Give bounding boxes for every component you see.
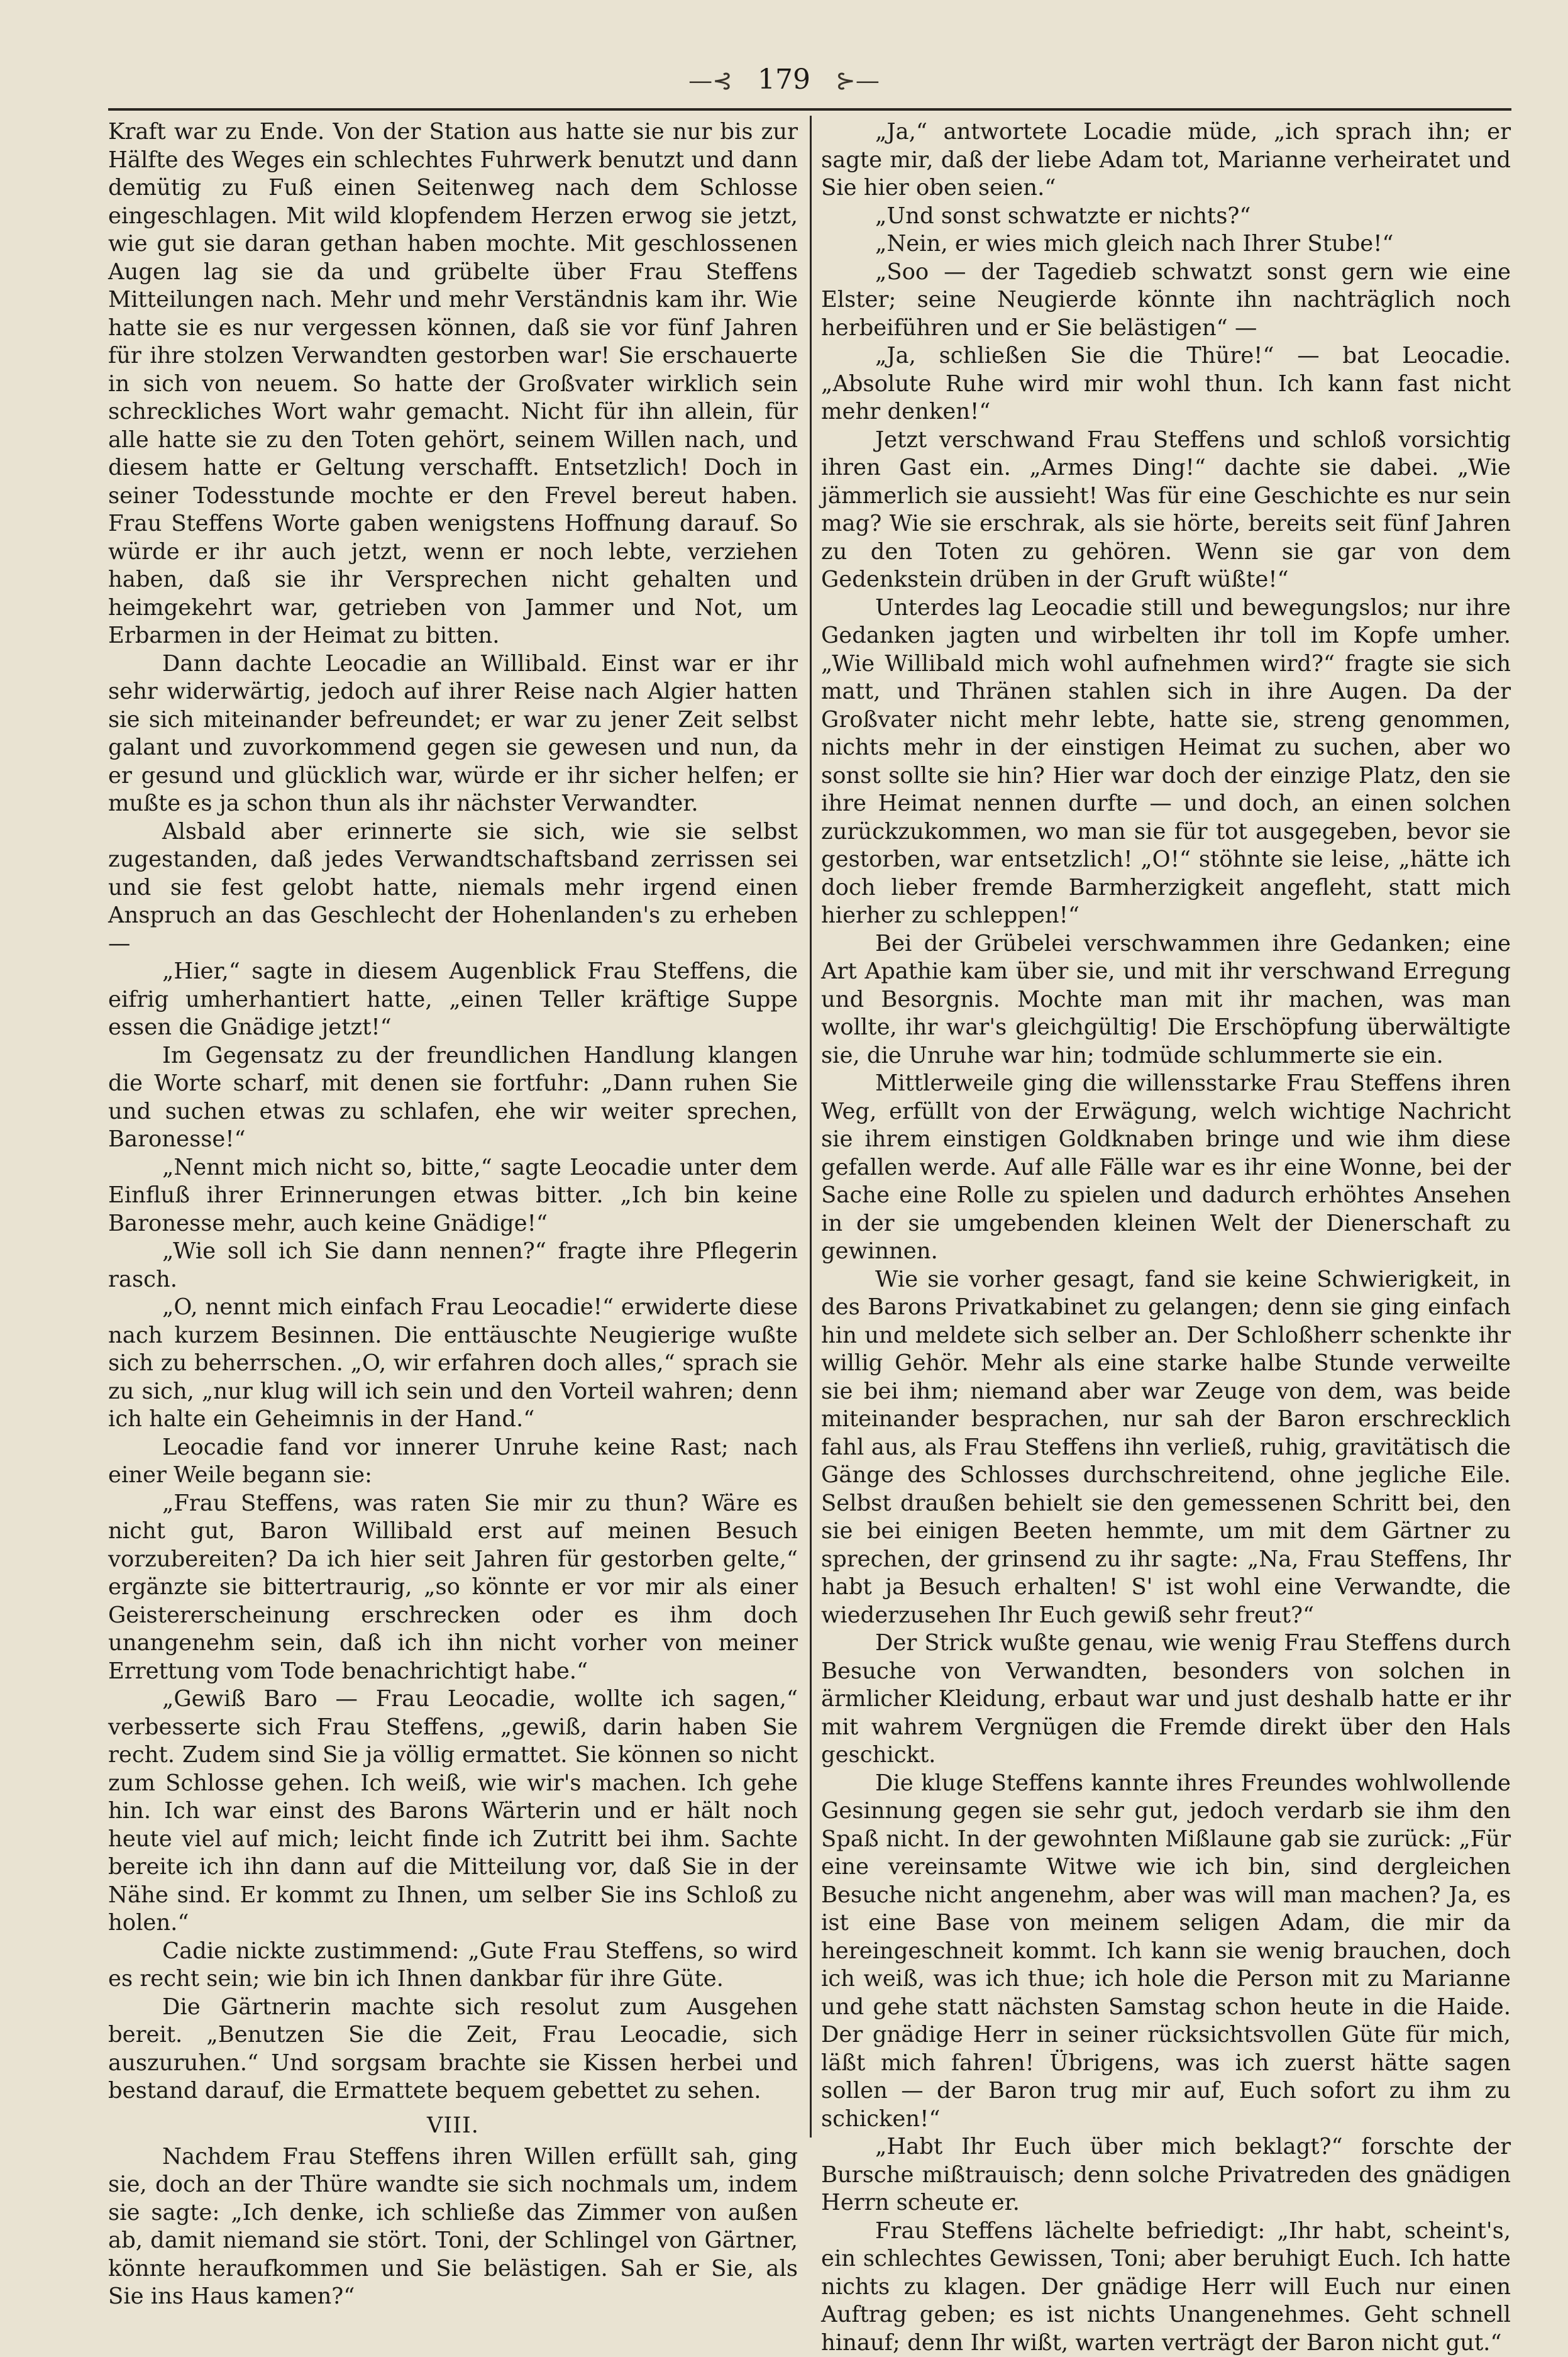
left-column — [108, 118, 798, 2311]
ornament-left: —⊰ — [688, 67, 732, 94]
right-column — [821, 118, 1511, 2357]
paragraph: „Hier,“ sagte in diesem Augenblick Frau Steffens, die eifrig umherhantiert hatte, „einen Teller kräftige Suppe essen die Gnädige jetzt!“ — [108, 958, 798, 1042]
paragraph: Cadie nickte zustimmend: „Gute Frau Steffens, so wird es recht sein; wie bin ich Ihnen dankbar für ihre Güte. — [108, 1938, 798, 1994]
page-number: 179 — [758, 64, 810, 96]
paragraph: Mittlerweile ging die willensstarke Frau Steffens ihren Weg, erfüllt von der Erwägung, welch wichtige Nachricht sie ihrem einstigen Goldknaben bringe und wie ihm diese gefallen werde. Auf alle Fälle war es ihr eine Wonne, bei der Sache eine Rolle zu spielen und dadurch erhöhtes Ansehen in der sie umgebenden kleinen Welt der Dienerschaft zu gewinnen. — [821, 1070, 1511, 1266]
paragraph: Der Strick wußte genau, wie wenig Frau Steffens durch Besuche von Verwandten, besonders von solchen in ärmlicher Kleidung, erbaut war und just deshalb hatte er ihr mit wahrem Vergnügen die Fremde direkt über den Hals geschickt. — [821, 1629, 1511, 1770]
paragraph: „Habt Ihr Euch über mich beklagt?“ forschte der Bursche mißtrauisch; denn solche Privatreden des gnädigen Herrn scheute er. — [821, 2133, 1511, 2217]
paragraph: „Frau Steffens, was raten Sie mir zu thun? Wäre es nicht gut, Baron Willibald erst auf meinen Besuch vorzubereiten? Da ich hier seit Jahren für gestorben gelte,“ ergänzte sie bittertraurig, „so könnte er vor mir als einer Geistererscheinung erschrecken oder es ihm doch unangenehm sein, daß ich ihn nicht vorher von meiner Errettung vom Tode benachrichtigt habe.“ — [108, 1490, 798, 1686]
paragraph: Wie sie vorher gesagt, fand sie keine Schwierigkeit, in des Barons Privatkabinet zu gelangen; denn sie ging einfach hin und meldete sich selber an. Der Schloßherr schenkte ihr willig Gehör. Mehr als eine starke halbe Stunde verweilte sie bei ihm; niemand aber war Zeuge von dem, was beide miteinander besprachen, nur sah der Baron erschrecklich fahl aus, als Frau Steffens ihn verließ, ruhig, gravitätisch die Gänge des Schlosses durchschreitend, ohne jegliche Eile. Selbst draußen behielt sie den gemessenen Schritt bei, den sie bei einigen Beeten hemmte, um mit dem Gärtner zu sprechen, der grinsend zu ihr sagte: „Na, Frau Steffens, Ihr habt ja Besuch erhalten! S' ist wohl eine Verwandte, die wiederzusehen Ihr Euch gewiß sehr freut?“ — [821, 1266, 1511, 1630]
paragraph: „Soo — der Tagedieb schwatzt sonst gern wie eine Elster; seine Neugierde könnte ihn nachträglich noch herbeiführen und er Sie belästigen“ — — [821, 258, 1511, 343]
paragraph: Im Gegensatz zu der freundlichen Handlung klangen die Worte scharf, mit denen sie fortfuhr: „Dann ruhen Sie und suchen etwas zu schlafen, ehe wir weiter sprechen, Baronesse!“ — [108, 1042, 798, 1154]
paragraph: Alsbald aber erinnerte sie sich, wie sie selbst zugestanden, daß jedes Verwandtschaftsband zerrissen sei und sie fest gelobt hatte, niemals mehr irgend einen Anspruch an das Geschlecht der Hohenlanden's zu erheben — — [108, 818, 798, 958]
page-header — [0, 58, 1568, 102]
section-heading: VIII. — [108, 2108, 798, 2143]
paragraph: Leocadie fand vor innerer Unruhe keine Rast; nach einer Weile begann sie: — [108, 1434, 798, 1490]
paragraph: Frau Steffens lächelte befriedigt: „Ihr habt, scheint's, ein schlechtes Gewissen, Toni; aber beruhigt Euch. Ich hatte nichts zu klagen. Der gnädige Herr will Euch nur einen Auftrag geben; es ist nichts Unangenehmes. Geht schnell hinauf; denn Ihr wißt, warten verträgt der Baron nicht gut.“ — [821, 2217, 1511, 2357]
paragraph: Bei der Grübelei verschwammen ihre Gedanken; eine Art Apathie kam über sie, und mit ihr verschwand Erregung und Besorgnis. Mochte man mit ihr machen, was man wollte, ihr war's gleichgültig! Die Erschöpfung überwältigte sie, die Unruhe war hin; todmüde schlummerte sie ein. — [821, 930, 1511, 1070]
paragraph: „Und sonst schwatzte er nichts?“ — [821, 202, 1511, 231]
header-rule — [108, 108, 1511, 111]
paragraph: „Gewiß Baro — Frau Leocadie, wollte ich sagen,“ verbesserte sich Frau Steffens, „gewiß, darin haben Sie recht. Zudem sind Sie ja völlig ermattet. Sie können so nicht zum Schlosse gehen. Ich weiß, wie wir's machen. Ich gehe hin. Ich war einst des Barons Wärterin und er hält noch heute viel auf mich; leicht finde ich Zutritt bei ihm. Sachte bereite ich ihn dann auf die Mitteilung vor, daß Sie in der Nähe sind. Er kommt zu Ihnen, um selber Sie ins Schloß zu holen.“ — [108, 1685, 798, 1938]
paragraph: Die Gärtnerin machte sich resolut zum Ausgehen bereit. „Benutzen Sie die Zeit, Frau Leocadie, sich auszuruhen.“ Und sorgsam brachte sie Kissen herbei und bestand darauf, die Ermattete bequem gebettet zu sehen. — [108, 1994, 798, 2105]
paragraph: Dann dachte Leocadie an Willibald. Einst war er ihr sehr widerwärtig, jedoch auf ihrer Reise nach Algier hatten sie sich miteinander befreundet; er war zu jener Zeit selbst galant und zuvorkommend gegen sie gewesen und nun, da er gesund und glücklich war, würde er ihr sicher helfen; er mußte es ja schon thun als ihr nächster Verwandter. — [108, 650, 798, 818]
paragraph: „Wie soll ich Sie dann nennen?“ fragte ihre Pflegerin rasch. — [108, 1238, 798, 1294]
paragraph: „Nennt mich nicht so, bitte,“ sagte Leocadie unter dem Einfluß ihrer Erinnerungen etwas bitter. „Ich bin keine Baronesse mehr, auch keine Gnädige!“ — [108, 1154, 798, 1238]
paragraph: Kraft war zu Ende. Von der Station aus hatte sie nur bis zur Hälfte des Weges ein schlechtes Fuhrwerk benutzt und dann demütig zu Fuß einen Seitenweg nach dem Schlosse eingeschlagen. Mit wild klopfendem Herzen erwog sie jetzt, wie gut sie daran gethan haben mochte. Mit geschlossenen Augen lag sie da und grübelte über Frau Steffens Mitteilungen nach. Mehr und mehr Verständnis kam ihr. Wie hatte sie es nur vergessen können, daß sie vor fünf Jahren für ihre stolzen Verwandten gestorben war! Sie erschauerte in sich von neuem. So hatte der Großvater wirklich sein schreckliches Wort wahr gemacht. Nicht für ihn allein, für alle hatte sie zu den Toten gehört, seinem Willen nach, und diesem hatte er Geltung verschafft. Entsetzlich! Doch in seiner Todesstunde mochte er den Frevel bereut haben. Frau Steffens Worte gaben wenigstens Hoffnung darauf. So würde er ihr auch jetzt, wenn er noch lebte, verziehen haben, daß sie ihr Versprechen nicht gehalten und heimgekehrt war, getrieben von Jammer und Not, um Erbarmen in der Heimat zu bitten. — [108, 118, 798, 650]
paragraph: „O, nennt mich einfach Frau Leocadie!“ erwiderte diese nach kurzem Besinnen. Die enttäuschte Neugierige wußte sich zu beherrschen. „O, wir erfahren doch alles,“ sprach sie zu sich, „nur klug will ich sein und den Vorteil wahren; denn ich halte ein Geheimnis in der Hand.“ — [108, 1294, 798, 1434]
paragraph: „Nein, er wies mich gleich nach Ihrer Stube!“ — [821, 230, 1511, 258]
paragraph: Die kluge Steffens kannte ihres Freundes wohlwollende Gesinnung gegen sie sehr gut, jedoch verdarb sie ihm den Spaß nicht. In der gewohnten Mißlaune gab sie zurück: „Für eine vereinsamte Witwe wie ich bin, sind dergleichen Besuche nicht angenehm, aber was will man machen? Ja, es ist eine Base von meinem seligen Adam, die mir da hereingeschneit kommt. Ich kann sie wenig brauchen, doch ich weiß, was ich thue; ich hole die Person mit zu Marianne und gehe statt nächsten Samstag schon heute in die Haide. Der gnädige Herr in seiner rücksichtsvollen Güte für mich, läßt mich fahren! Übrigens, was ich zuerst hätte sagen sollen — der Baron trug mir auf, Euch sofort zu ihm zu schicken!“ — [821, 1770, 1511, 2134]
paragraph: Unterdes lag Leocadie still und bewegungslos; nur ihre Gedanken jagten und wirbelten ihr toll im Kopfe umher. „Wie Willibald mich wohl aufnehmen wird?“ fragte sie sich matt, und Thränen stahlen sich in ihre Augen. Da der Großvater nicht mehr lebte, hatte sie, streng genommen, nichts mehr in der einstigen Heimat zu suchen, aber wo sonst sollte sie hin? Hier war doch der einzige Platz, den sie ihre Heimat nennen durfte — und doch, an einen solchen zurückzukommen, wo man sie für tot ausgegeben, bevor sie gestorben, war entsetzlich! „O!“ stöhnte sie leise, „hätte ich doch lieber fremde Barmherzigkeit angefleht, statt mich hierher zu schleppen!“ — [821, 594, 1511, 930]
paragraph: Nachdem Frau Steffens ihren Willen erfüllt sah, ging sie, doch an der Thüre wandte sie sich nochmals um, indem sie sagte: „Ich denke, ich schließe das Zimmer von außen ab, damit niemand sie stört. Toni, der Schlingel von Gärtner, könnte heraufkommen und Sie belästigen. Sah er Sie, als Sie ins Haus kamen?“ — [108, 2143, 798, 2311]
paragraph: „Ja, schließen Sie die Thüre!“ — bat Leocadie. „Absolute Ruhe wird mir wohl thun. Ich kann fast nicht mehr denken!“ — [821, 342, 1511, 426]
column-divider — [810, 116, 812, 2138]
paragraph: „Ja,“ antwortete Locadie müde, „ich sprach ihn; er sagte mir, daß der liebe Adam tot, Marianne verheiratet und Sie hier oben seien.“ — [821, 118, 1511, 202]
ornament-right: ⊱— — [836, 67, 880, 94]
paragraph: Jetzt verschwand Frau Steffens und schloß vorsichtig ihren Gast ein. „Armes Ding!“ dachte sie dabei. „Wie jämmerlich sie aussieht! Was für eine Geschichte es nur sein mag? Wie sie erschrak, als sie hörte, bereits seit fünf Jahren zu den Toten zu gehören. Wenn sie gar von dem Gedenkstein drüben in der Gruft wüßte!“ — [821, 426, 1511, 594]
